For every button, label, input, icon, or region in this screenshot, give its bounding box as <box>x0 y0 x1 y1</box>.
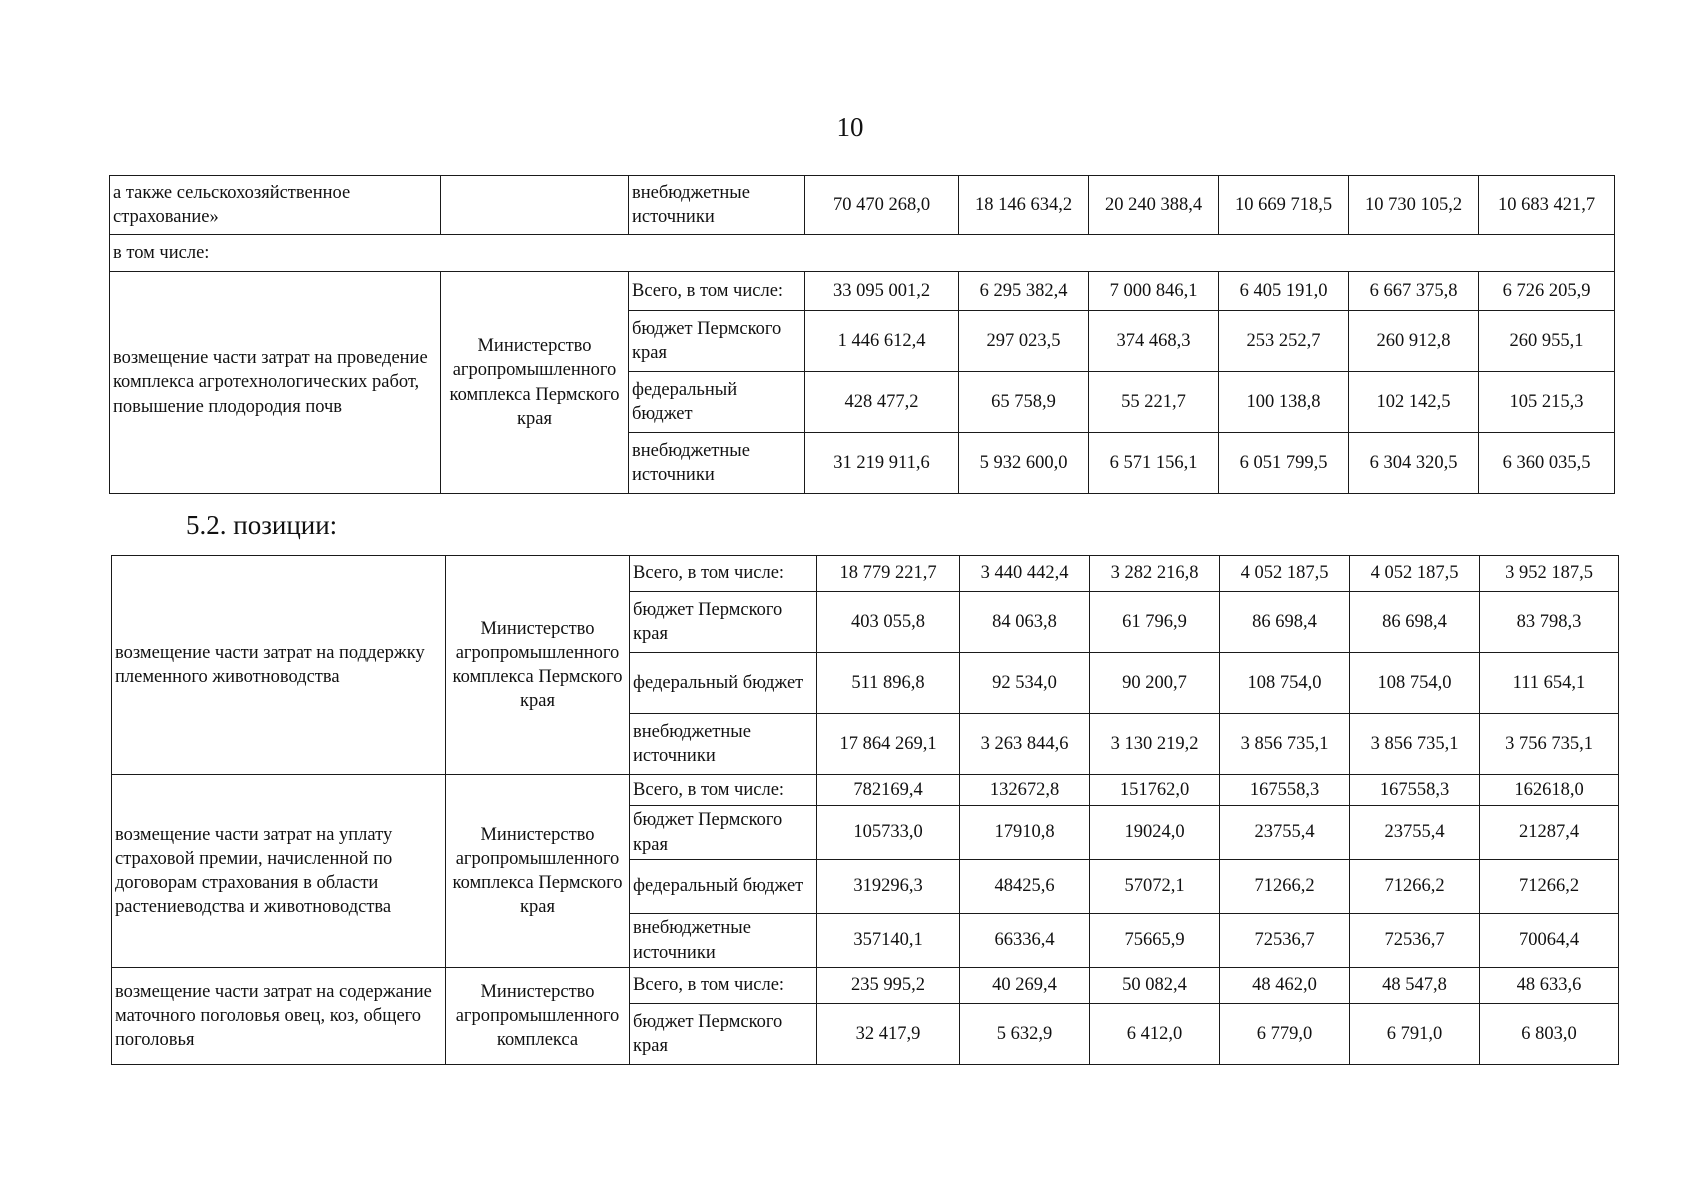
value-cell: 21287,4 <box>1480 806 1619 860</box>
value-cell: 319296,3 <box>817 860 960 914</box>
source-cell: федеральный бюджет <box>630 860 817 914</box>
value-cell: 235 995,2 <box>817 968 960 1004</box>
value-cell: 6 791,0 <box>1350 1004 1480 1065</box>
value-cell: 40 269,4 <box>960 968 1090 1004</box>
source-cell: внебюджетные источники <box>630 914 817 968</box>
value-cell: 70 470 268,0 <box>805 176 959 235</box>
value-cell: 297 023,5 <box>959 311 1089 372</box>
value-cell: 167558,3 <box>1220 775 1350 806</box>
value-cell: 92 534,0 <box>960 653 1090 714</box>
value-cell: 260 955,1 <box>1479 311 1615 372</box>
value-cell: 7 000 846,1 <box>1089 272 1219 311</box>
source-cell: бюджет Пермского края <box>630 592 817 653</box>
value-cell: 6 405 191,0 <box>1219 272 1349 311</box>
value-cell: 4 052 187,5 <box>1350 556 1480 592</box>
section-title: 5.2. позиции: <box>186 510 338 540</box>
value-cell: 18 779 221,7 <box>817 556 960 592</box>
value-cell: 374 468,3 <box>1089 311 1219 372</box>
value-cell: 23755,4 <box>1220 806 1350 860</box>
value-cell: 75665,9 <box>1090 914 1220 968</box>
value-cell: 6 295 382,4 <box>959 272 1089 311</box>
source-cell: Всего, в том числе: <box>629 272 805 311</box>
value-cell: 71266,2 <box>1480 860 1619 914</box>
source-cell: Всего, в том числе: <box>630 556 817 592</box>
value-cell: 6 360 035,5 <box>1479 433 1615 494</box>
value-cell: 18 146 634,2 <box>959 176 1089 235</box>
value-cell: 20 240 388,4 <box>1089 176 1219 235</box>
value-cell: 428 477,2 <box>805 372 959 433</box>
value-cell: 23755,4 <box>1350 806 1480 860</box>
source-cell: Всего, в том числе: <box>630 968 817 1004</box>
value-cell: 6 779,0 <box>1220 1004 1350 1065</box>
source-cell: федеральный бюджет <box>630 653 817 714</box>
value-cell: 3 756 735,1 <box>1480 714 1619 775</box>
value-cell: 782169,4 <box>817 775 960 806</box>
value-cell: 108 754,0 <box>1220 653 1350 714</box>
value-cell: 100 138,8 <box>1219 372 1349 433</box>
value-cell: 3 952 187,5 <box>1480 556 1619 592</box>
value-cell: 4 052 187,5 <box>1220 556 1350 592</box>
source-cell: внебюджетные источники <box>629 433 805 494</box>
value-cell: 6 571 156,1 <box>1089 433 1219 494</box>
value-cell: 3 856 735,1 <box>1350 714 1480 775</box>
value-cell: 167558,3 <box>1350 775 1480 806</box>
source-cell: внебюджетные источники <box>630 714 817 775</box>
value-cell: 48 547,8 <box>1350 968 1480 1004</box>
value-cell: 3 263 844,6 <box>960 714 1090 775</box>
value-cell: 48425,6 <box>960 860 1090 914</box>
value-cell: 6 803,0 <box>1480 1004 1619 1065</box>
table-row <box>112 556 1619 592</box>
value-cell: 253 252,7 <box>1219 311 1349 372</box>
value-cell: 3 440 442,4 <box>960 556 1090 592</box>
table-row <box>112 968 1619 1004</box>
direction-cell: возмещение части затрат на поддержку племенного животноводства <box>112 556 446 775</box>
source-cell: внебюджетные источники <box>629 176 805 235</box>
value-cell: 72536,7 <box>1350 914 1480 968</box>
value-cell: 10 730 105,2 <box>1349 176 1479 235</box>
value-cell: 57072,1 <box>1090 860 1220 914</box>
page-number: 10 <box>836 112 864 142</box>
value-cell: 6 051 799,5 <box>1219 433 1349 494</box>
value-cell: 6 304 320,5 <box>1349 433 1479 494</box>
value-cell: 3 130 219,2 <box>1090 714 1220 775</box>
executor-cell: Министерство агропромышленного комплекса Пермского края <box>446 556 630 775</box>
table-row <box>110 176 1615 235</box>
value-cell: 19024,0 <box>1090 806 1220 860</box>
value-cell: 151762,0 <box>1090 775 1220 806</box>
value-cell: 511 896,8 <box>817 653 960 714</box>
table-row <box>110 272 1615 311</box>
value-cell: 162618,0 <box>1480 775 1619 806</box>
direction-cell: а также сельскохозяйственное страхование» <box>110 176 441 235</box>
value-cell: 71266,2 <box>1350 860 1480 914</box>
source-cell: бюджет Пермского края <box>630 1004 817 1065</box>
source-cell: бюджет Пермского края <box>629 311 805 372</box>
executor-cell <box>441 176 629 235</box>
value-cell: 33 095 001,2 <box>805 272 959 311</box>
source-cell: Всего, в том числе: <box>630 775 817 806</box>
value-cell: 111 654,1 <box>1480 653 1619 714</box>
executor-cell: Министерство агропромышленного комплекса Пермского края <box>441 272 629 494</box>
executor-cell: Министерство агропромышленного комплекса <box>446 968 630 1065</box>
direction-cell: возмещение части затрат на проведение комплекса агротехнологических работ, повышение плодородия почв <box>110 272 441 494</box>
table-row <box>110 235 1615 272</box>
value-cell: 10 683 421,7 <box>1479 176 1615 235</box>
value-cell: 70064,4 <box>1480 914 1619 968</box>
value-cell: 71266,2 <box>1220 860 1350 914</box>
value-cell: 31 219 911,6 <box>805 433 959 494</box>
value-cell: 17910,8 <box>960 806 1090 860</box>
direction-cell: возмещение части затрат на содержание маточного поголовья овец, коз, общего поголовья <box>112 968 446 1065</box>
value-cell: 48 633,6 <box>1480 968 1619 1004</box>
value-cell: 5 932 600,0 <box>959 433 1089 494</box>
value-cell: 6 412,0 <box>1090 1004 1220 1065</box>
table-row <box>112 775 1619 806</box>
value-cell: 108 754,0 <box>1350 653 1480 714</box>
value-cell: 66336,4 <box>960 914 1090 968</box>
budget-table-positions <box>111 555 1619 1065</box>
value-cell: 357140,1 <box>817 914 960 968</box>
direction-cell: возмещение части затрат на уплату страховой премии, начисленной по договорам страхования в области растениеводства и животноводства <box>112 775 446 968</box>
value-cell: 17 864 269,1 <box>817 714 960 775</box>
value-cell: 6 667 375,8 <box>1349 272 1479 311</box>
value-cell: 403 055,8 <box>817 592 960 653</box>
value-cell: 86 698,4 <box>1350 592 1480 653</box>
source-cell: федеральный бюджет <box>629 372 805 433</box>
value-cell: 83 798,3 <box>1480 592 1619 653</box>
source-cell: бюджет Пермского края <box>630 806 817 860</box>
value-cell: 5 632,9 <box>960 1004 1090 1065</box>
value-cell: 3 282 216,8 <box>1090 556 1220 592</box>
value-cell: 72536,7 <box>1220 914 1350 968</box>
value-cell: 6 726 205,9 <box>1479 272 1615 311</box>
value-cell: 260 912,8 <box>1349 311 1479 372</box>
subheading-cell: в том числе: <box>110 235 1615 272</box>
value-cell: 50 082,4 <box>1090 968 1220 1004</box>
budget-table-continuation <box>109 175 1615 494</box>
value-cell: 55 221,7 <box>1089 372 1219 433</box>
value-cell: 32 417,9 <box>817 1004 960 1065</box>
value-cell: 105 215,3 <box>1479 372 1615 433</box>
value-cell: 102 142,5 <box>1349 372 1479 433</box>
value-cell: 132672,8 <box>960 775 1090 806</box>
value-cell: 86 698,4 <box>1220 592 1350 653</box>
value-cell: 61 796,9 <box>1090 592 1220 653</box>
value-cell: 84 063,8 <box>960 592 1090 653</box>
value-cell: 3 856 735,1 <box>1220 714 1350 775</box>
value-cell: 10 669 718,5 <box>1219 176 1349 235</box>
value-cell: 1 446 612,4 <box>805 311 959 372</box>
value-cell: 65 758,9 <box>959 372 1089 433</box>
value-cell: 105733,0 <box>817 806 960 860</box>
value-cell: 90 200,7 <box>1090 653 1220 714</box>
value-cell: 48 462,0 <box>1220 968 1350 1004</box>
executor-cell: Министерство агропромышленного комплекса Пермского края <box>446 775 630 968</box>
